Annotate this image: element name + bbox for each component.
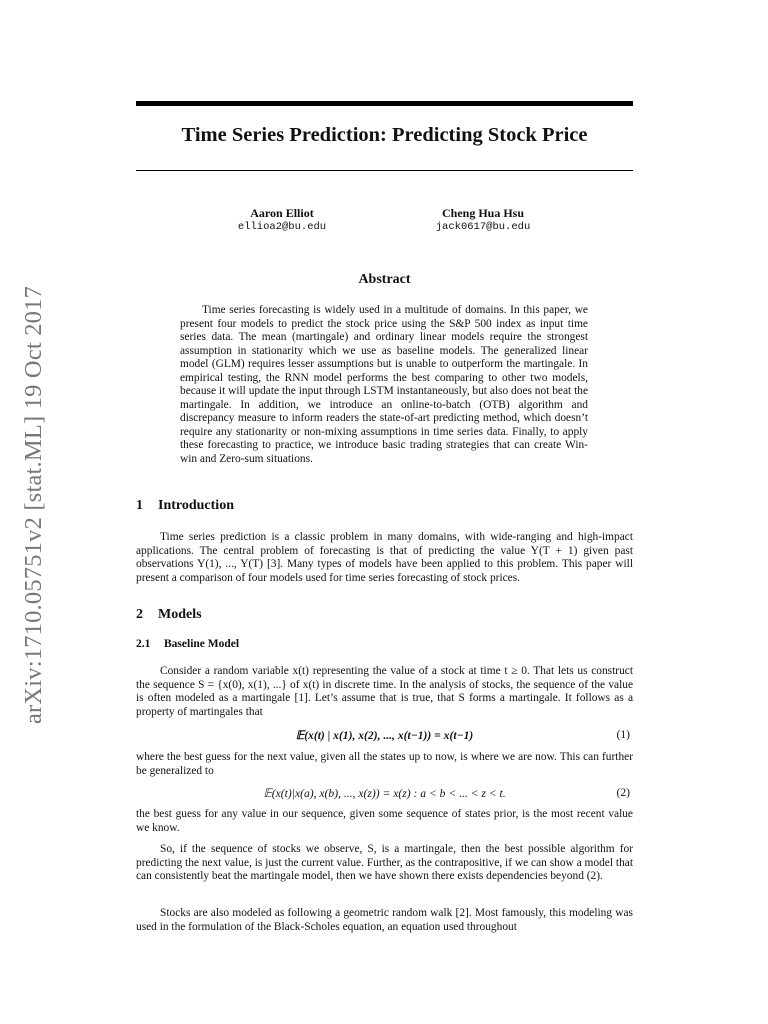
section-title: Introduction xyxy=(158,498,234,513)
title-bottom-rule xyxy=(136,170,633,171)
subsection-title: Baseline Model xyxy=(164,638,240,650)
author-block xyxy=(403,206,563,234)
section-number: 1 xyxy=(136,498,143,513)
paragraph-baseline-4: So, if the sequence of stocks we observe, S, is a martingale, then the best possible algorithm for predicting the next value, is just the current value. Further, as the contrapositive, if we can show a model that can consistently beat the martingale model, then we have shown there exists dependencies beyond (2). xyxy=(136,843,633,882)
subsection-number: 2.1 xyxy=(136,638,151,650)
equation-number: (2) xyxy=(616,786,630,799)
section-heading-models xyxy=(136,607,202,623)
section-number: 2 xyxy=(136,607,143,622)
equation-2 xyxy=(136,786,633,801)
paragraph-baseline-5: Stocks are also modeled as following a geometric random walk [2]. Most famously, this modeling was used in the formulation of the Black-Scholes equation, an equation used throughout xyxy=(136,907,633,933)
paragraph-baseline-3: the best guess for any value in our sequence, given some sequence of states prior, is the most recent value we know. xyxy=(136,808,633,834)
equation-number: (1) xyxy=(616,728,630,741)
title-top-rule xyxy=(136,101,633,106)
arxiv-identifier[interactable] xyxy=(19,270,49,740)
section-title: Models xyxy=(158,607,202,622)
paper-title: Time Series Prediction: Predicting Stock Price xyxy=(181,124,588,146)
author-block xyxy=(202,206,362,234)
section-heading-introduction xyxy=(136,498,234,514)
paragraph-baseline-1: Consider a random variable x(t) representing the value of a stock at time t ≥ 0. That lets us construct the sequence S = {x(0), x(1), ...} of x(t) in discrete time. In the analysis of stocks, the sequence of the value is often modeled as a martingale [1]. Let’s assume that is true, that S forms a martingale. It follows as a property of martingales that xyxy=(136,665,633,718)
paragraph-baseline-2: where the best guess for the next value, given all the states up to now, is where we are now. This can further be generalized to xyxy=(136,751,633,777)
author-name: Cheng Hua Hsu xyxy=(441,206,525,220)
arxiv-identifier-text: arXiv:1710.05751v2 [stat.ML] 19 Oct 2017 xyxy=(20,285,47,725)
equation-1 xyxy=(136,728,633,743)
author-name: Aaron Elliot xyxy=(250,206,314,220)
paragraph-introduction: Time series prediction is a classic problem in many domains, with wide-ranging and high-impact applications. The central problem of forecasting is that of predicting the value Y(T + 1) given past observations Y(1), ..., Y(T) [3]. Many types of models have been applied to this problem. This paper will present a comparison of four models used for time series forecasting of stock prices. xyxy=(136,531,633,584)
abstract-heading: Abstract xyxy=(358,272,411,287)
equation-expression: 𝔼(x(t)|x(a), x(b), ..., x(z)) = x(z) : a < b < ... < z < t. xyxy=(263,787,506,800)
author-email[interactable]: ellioa2@bu.edu xyxy=(237,221,327,233)
equation-expression: 𝔼(x(t) | x(1), x(2), ..., x(t−1)) = x(t−1) xyxy=(295,729,474,742)
abstract-text: Time series forecasting is widely used in a multitude of domains. In this paper, we present four models to predict the stock price using the S&P 500 index as input time series data. The mean (martingale) and ordinary linear models require the strongest assumption in stationarity which we use as baseline models. The generalized linear model (GLM) requires lesser assumptions but is unable to outperform the martingale. In empirical testing, the RNN model performs the best comparing to other two models, because it will update the input through LSTM instantaneously, but also does not beat the martingale. In addition, we introduce an online-to-batch (OTB) algorithm and discrepancy measure to inform readers the state-of-art predicting method, which doesn’t require any stationarity or non-mixing assumptions in time series data. Finally, to apply these forecasting to practice, we introduce basic trading strategies that can create Win-win and Zero-sum situations. xyxy=(180,304,588,465)
author-email[interactable]: jack0617@bu.edu xyxy=(435,221,531,233)
subsection-heading-baseline-model xyxy=(136,638,239,650)
